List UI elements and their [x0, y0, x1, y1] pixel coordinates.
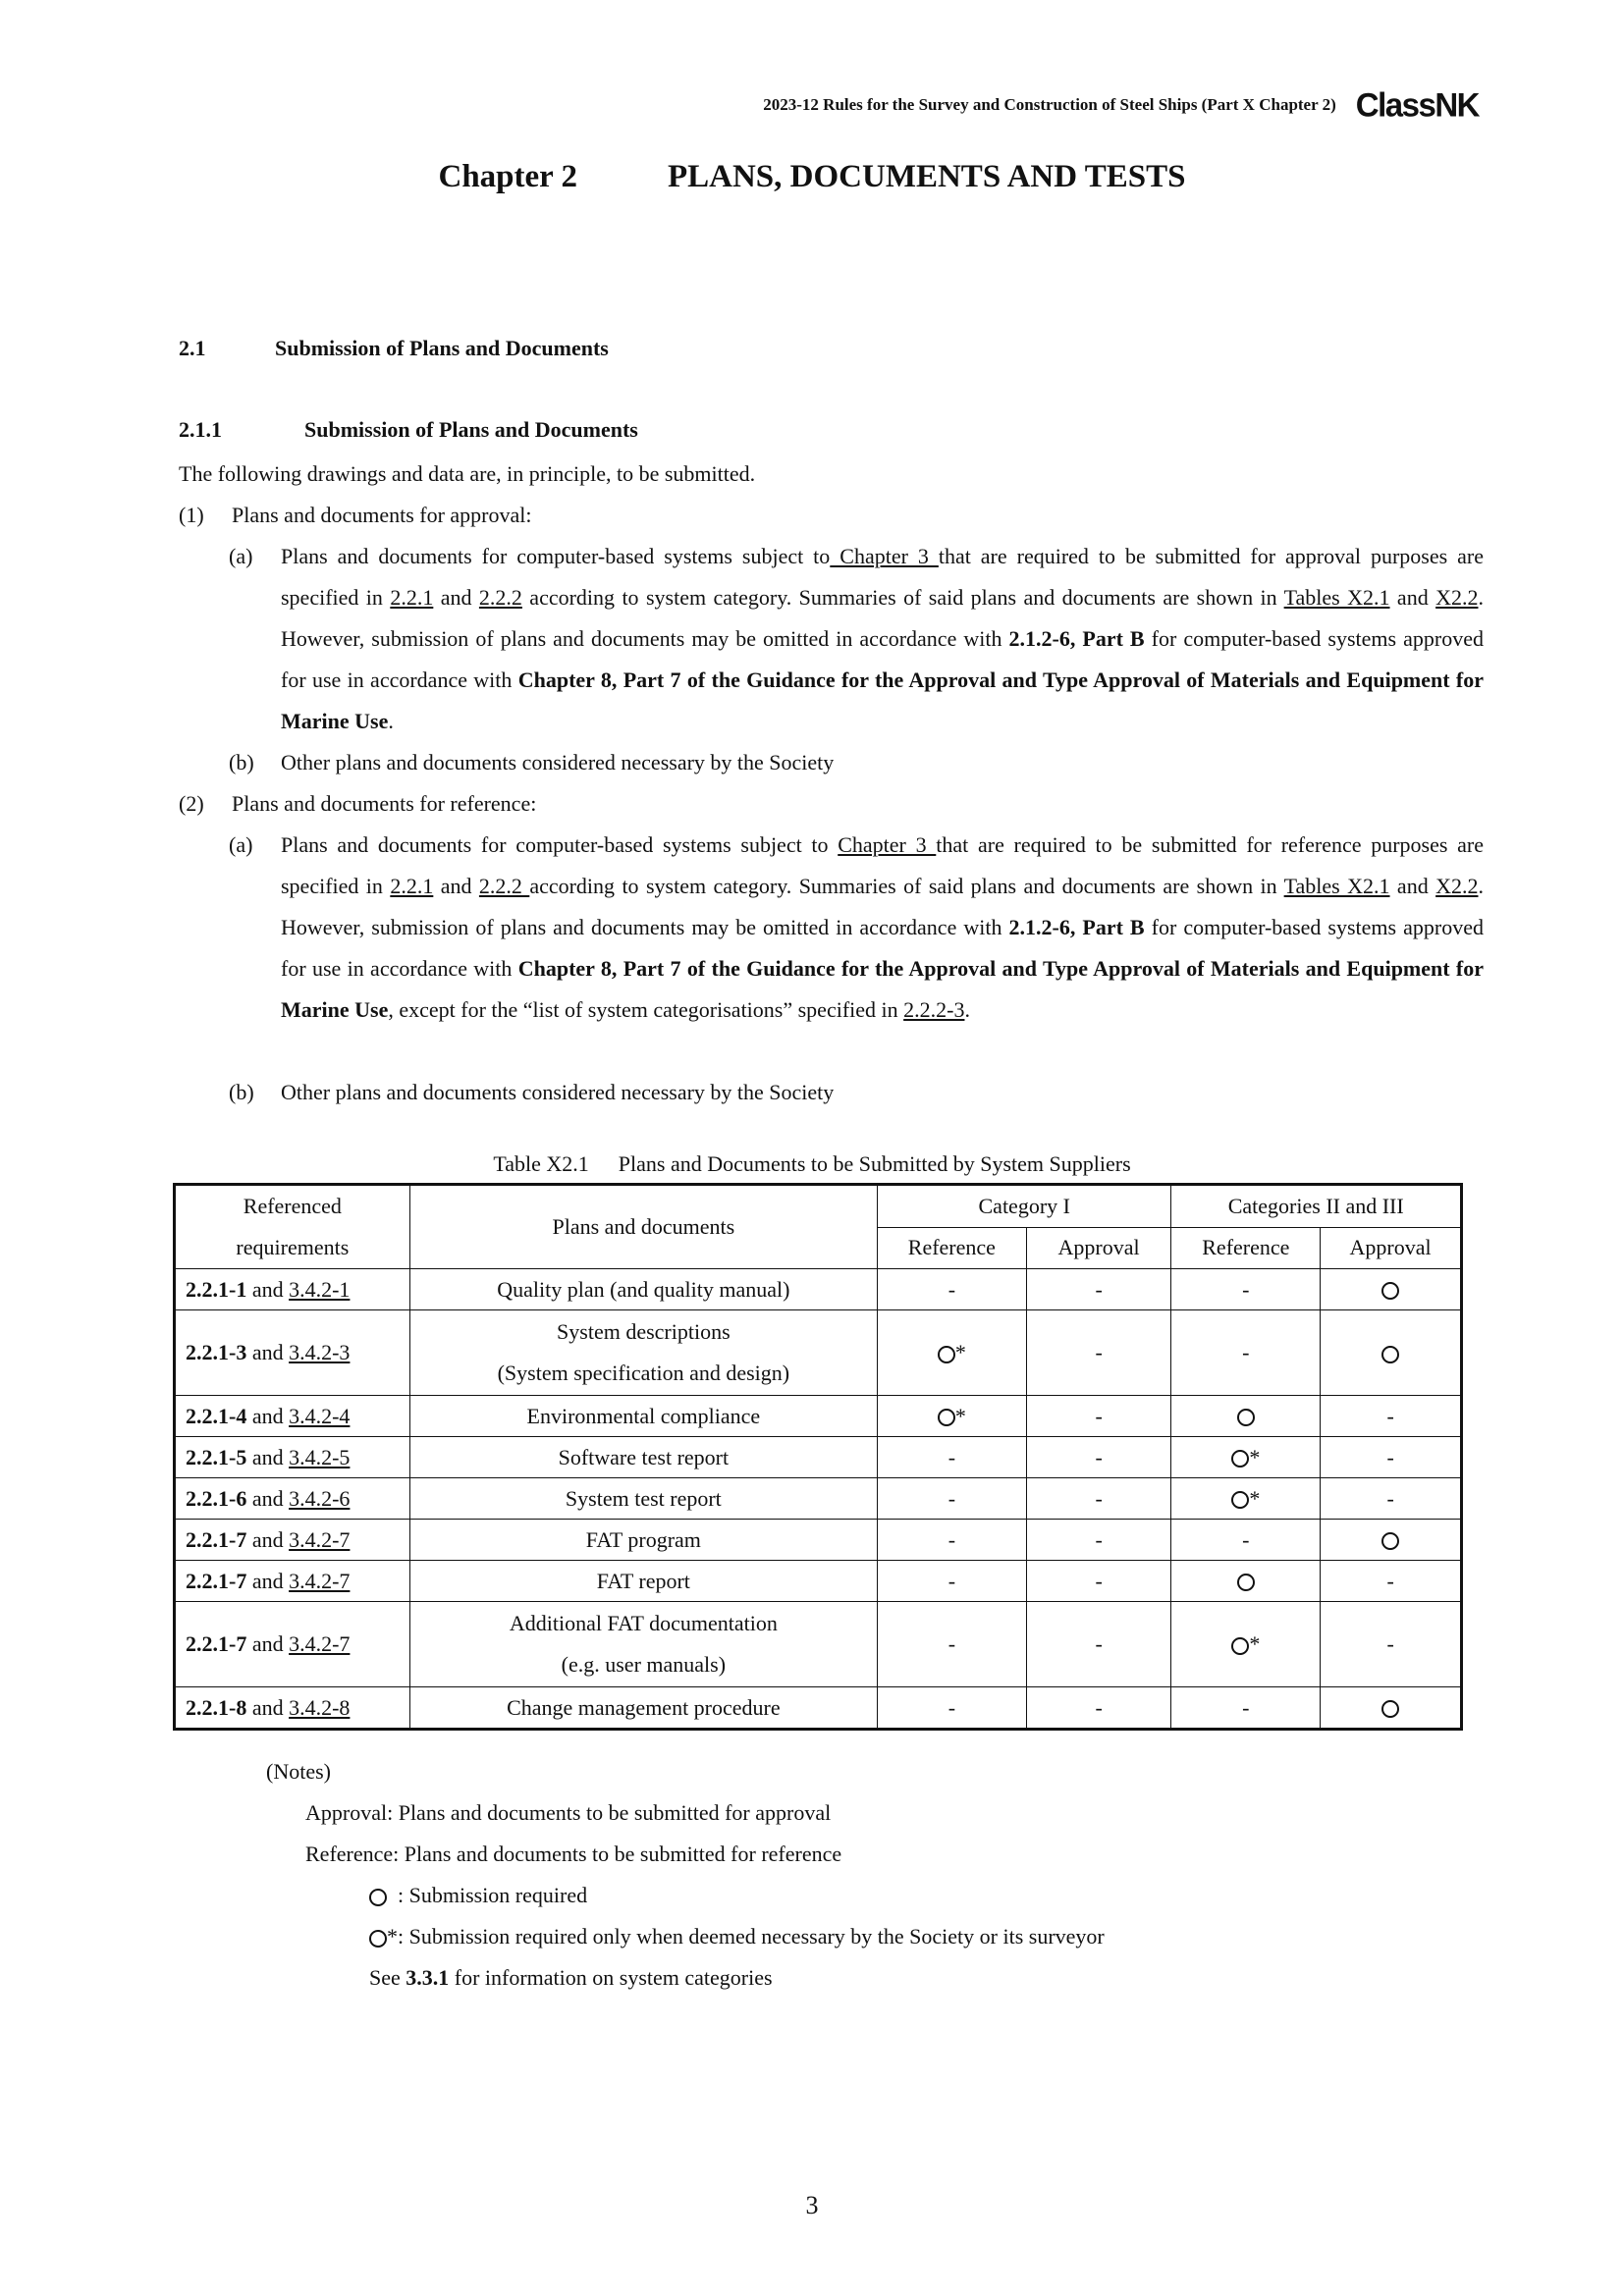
table-row: [175, 1396, 1462, 1437]
list-text: Plans and documents for approval:: [232, 503, 532, 527]
cell-plan: [409, 1687, 877, 1730]
plan-line: Environmental compliance: [526, 1403, 761, 1428]
notes-title: (Notes): [266, 1759, 331, 1784]
cell-requirement: [175, 1687, 410, 1730]
cell-requirement: [175, 1437, 410, 1478]
text-run: and: [1389, 585, 1436, 610]
table-row: [175, 1602, 1462, 1687]
cell-requirement: [175, 1561, 410, 1602]
sub-item-2b: [229, 1072, 1484, 1113]
link-2-2-2[interactable]: 2.2.2: [478, 874, 530, 898]
asterisk: *: [954, 1403, 966, 1428]
cell-c2a: -: [1321, 1478, 1462, 1520]
chapter-number: Chapter 2: [438, 159, 577, 194]
cell-c1r: -: [878, 1520, 1027, 1561]
link-x2-2[interactable]: X2.2: [1435, 585, 1479, 610]
header-approval: Approval: [1321, 1227, 1462, 1269]
req-bold: 2.2.1-7: [186, 1526, 247, 1552]
table-row: [175, 1561, 1462, 1602]
running-title: 2023-12 Rules for the Survey and Construction of Steel Ships (Part X Chapter 2): [763, 95, 1336, 114]
plan-line: Change management procedure: [507, 1694, 781, 1720]
cell-c1a: -: [1026, 1687, 1171, 1730]
table-row: [175, 1269, 1462, 1310]
text-run: , except for the “list of system categorisations” specified in: [388, 997, 904, 1022]
text-run: according to system category. Summaries of said plans and documents are shown in: [529, 874, 1284, 898]
subsection-number: 2.1.1: [179, 417, 222, 442]
req-link[interactable]: 3.4.2-4: [289, 1403, 351, 1428]
table-number: Table X2.1: [493, 1151, 589, 1176]
and-text: and: [246, 1403, 290, 1428]
header-categories-2-3: Categories II and III: [1171, 1185, 1462, 1228]
circle-icon: [369, 1889, 387, 1906]
circle-icon: [1381, 1282, 1399, 1300]
sub-body: [281, 536, 1484, 742]
and-text: and: [246, 1631, 290, 1656]
table-row: [175, 1437, 1462, 1478]
cell-c2a: [1321, 1269, 1462, 1310]
note-text: See: [369, 1965, 406, 1990]
table-caption: [0, 1151, 1624, 1177]
sub-body: Other plans and documents considered necessary by the Society: [281, 750, 835, 774]
and-text: and: [246, 1485, 290, 1511]
req-bold: 2.2.1-6: [186, 1485, 247, 1511]
list-item-1: [179, 495, 532, 536]
req-link[interactable]: 3.4.2-1: [289, 1276, 351, 1302]
circle-icon: [1231, 1450, 1249, 1468]
text-run: for computer-based systems approved for use in accordance with: [281, 915, 1484, 981]
plan-line: System descriptions: [557, 1319, 731, 1344]
cell-c2r: -: [1171, 1687, 1321, 1730]
link-tables-x2-1[interactable]: Tables X2.1: [1283, 874, 1390, 898]
plan-line: FAT program: [585, 1526, 701, 1552]
list-text: Plans and documents for reference:: [232, 791, 537, 816]
req-link[interactable]: 3.4.2-6: [289, 1485, 351, 1511]
cell-requirement: [175, 1269, 410, 1310]
plan-line: (System specification and design): [497, 1361, 790, 1385]
cell-c2a: [1321, 1687, 1462, 1730]
note-see: [369, 1965, 773, 1991]
circle-icon: [1381, 1700, 1399, 1718]
submission-table: [173, 1183, 1463, 1731]
sub-body: [281, 825, 1484, 1031]
text-run: for computer-based systems approved for use in accordance with: [281, 626, 1484, 692]
plan-line: Additional FAT documentation: [509, 1611, 778, 1635]
sub-label: (a): [229, 832, 253, 857]
link-2-2-1[interactable]: 2.2.1: [390, 874, 434, 898]
and-text: and: [246, 1340, 290, 1364]
cell-requirement: [175, 1396, 410, 1437]
intro-paragraph: The following drawings and data are, in principle, to be submitted.: [179, 461, 756, 486]
cell-c2r: -: [1171, 1269, 1321, 1310]
text-run: and: [433, 874, 479, 898]
cell-c2a: -: [1321, 1561, 1462, 1602]
circle-icon: [1237, 1409, 1255, 1426]
cell-requirement: [175, 1478, 410, 1520]
note-text: *: Submission required only when deemed necessary by the Society or its surveyor: [387, 1924, 1105, 1949]
cell-c2r: [1171, 1396, 1321, 1437]
cell-c2a: [1321, 1520, 1462, 1561]
cell-requirement: [175, 1310, 410, 1396]
asterisk: *: [1249, 1485, 1261, 1511]
table-title: Plans and Documents to be Submitted by System Suppliers: [618, 1151, 1131, 1176]
page-header: [763, 86, 1479, 124]
req-link[interactable]: 3.4.2-5: [289, 1444, 351, 1469]
text-run: that are required to be submitted for approval purposes are specified in: [281, 544, 1484, 610]
note-text: : Submission required: [398, 1883, 588, 1907]
text-run: and: [433, 585, 479, 610]
circle-icon: [1231, 1637, 1249, 1655]
link-2-2-2[interactable]: 2.2.2: [478, 585, 522, 610]
req-bold: 2.2.1-4: [186, 1403, 247, 1428]
and-text: and: [246, 1526, 290, 1552]
and-text: and: [246, 1568, 290, 1593]
cell-c1a: -: [1026, 1396, 1171, 1437]
circle-icon: [938, 1346, 955, 1363]
cell-plan: [409, 1310, 877, 1396]
plan-line: (e.g. user manuals): [561, 1652, 727, 1677]
sub-body: Other plans and documents considered necessary by the Society: [281, 1080, 835, 1104]
cell-c1r: -: [878, 1478, 1027, 1520]
section-heading: [179, 336, 609, 361]
cell-c2a: -: [1321, 1602, 1462, 1687]
text-run: .: [388, 709, 394, 733]
sub-label: (b): [229, 1080, 254, 1104]
cell-plan: [409, 1269, 877, 1310]
cell-c1r: -: [878, 1269, 1027, 1310]
subsection-title: Submission of Plans and Documents: [304, 417, 638, 442]
header-referenced-requirements: [175, 1185, 410, 1269]
asterisk: *: [954, 1340, 966, 1364]
circle-icon: [1381, 1346, 1399, 1363]
table-row: [175, 1478, 1462, 1520]
req-bold: 2.2.1-7: [186, 1568, 247, 1593]
cell-requirement: [175, 1602, 410, 1687]
bold-reference: 2.1.2-6, Part B: [1008, 626, 1145, 651]
cell-plan: [409, 1561, 877, 1602]
cell-c2r: [1171, 1478, 1321, 1520]
plan-line: Software test report: [558, 1444, 730, 1469]
cell-c1r: [878, 1396, 1027, 1437]
table-row: [175, 1310, 1462, 1396]
text-run: . However, submission of plans and documents may be omitted in accordance with: [281, 585, 1484, 651]
list-label: (2): [179, 791, 204, 816]
text-run: and: [1389, 874, 1436, 898]
req-link[interactable]: 3.4.2-8: [289, 1694, 351, 1720]
plan-line: Quality plan (and quality manual): [497, 1276, 790, 1302]
bold-guidance: Chapter 8, Part 7 of the Guidance for the Approval and Type Approval of Materials and Equipment for Marine Use: [281, 956, 1484, 1022]
text-run: that are required to be submitted for reference purposes are specified in: [281, 832, 1484, 898]
cell-plan: [409, 1437, 877, 1478]
cell-c2a: -: [1321, 1437, 1462, 1478]
cell-plan: [409, 1396, 877, 1437]
link-chapter-3[interactable]: Chapter 3: [830, 544, 939, 568]
cell-plan: [409, 1602, 877, 1687]
cell-plan: [409, 1520, 877, 1561]
circle-icon: [938, 1409, 955, 1426]
cell-c1r: -: [878, 1602, 1027, 1687]
header-category-1: Category I: [878, 1185, 1171, 1228]
cell-c1a: -: [1026, 1561, 1171, 1602]
chapter-name: PLANS, DOCUMENTS AND TESTS: [667, 159, 1186, 194]
page-number: 3: [805, 2191, 819, 2219]
text-run: Plans and documents for computer-based systems subject to: [281, 544, 831, 568]
sub-item-1b: [229, 742, 1484, 783]
circle-icon: [1237, 1574, 1255, 1591]
asterisk: *: [1249, 1444, 1261, 1469]
link-chapter-3[interactable]: Chapter 3: [838, 832, 937, 857]
sub-label: (b): [229, 750, 254, 774]
and-text: and: [246, 1444, 290, 1469]
header-reference: Reference: [878, 1227, 1027, 1269]
cell-c1a: -: [1026, 1520, 1171, 1561]
and-text: and: [246, 1694, 290, 1720]
cell-c1a: -: [1026, 1310, 1171, 1396]
text-run: according to system category. Summaries of said plans and documents are shown in: [521, 585, 1284, 610]
cell-c1r: [878, 1310, 1027, 1396]
cell-c1a: -: [1026, 1437, 1171, 1478]
sub-label: (a): [229, 544, 253, 568]
cell-c1r: -: [878, 1561, 1027, 1602]
cell-plan: [409, 1478, 877, 1520]
header-plans-documents: Plans and documents: [409, 1185, 877, 1269]
cell-c2r: -: [1171, 1520, 1321, 1561]
header-text: Referenced: [243, 1194, 342, 1218]
cell-c2r: [1171, 1602, 1321, 1687]
cell-c1a: -: [1026, 1602, 1171, 1687]
cell-c2r: -: [1171, 1310, 1321, 1396]
table-row: [175, 1687, 1462, 1730]
req-link[interactable]: 3.4.2-7: [289, 1568, 351, 1593]
req-link[interactable]: 3.4.2-7: [289, 1526, 351, 1552]
cell-c2a: [1321, 1310, 1462, 1396]
link-tables-x2-1[interactable]: Tables X2.1: [1283, 585, 1390, 610]
circle-icon: [369, 1930, 387, 1948]
link-2-2-2-3[interactable]: 2.2.2-3: [903, 997, 965, 1022]
req-bold: 2.2.1-3: [186, 1340, 247, 1364]
bold-guidance: Chapter 8, Part 7 of the Guidance for the Approval and Type Approval of Materials and Equipment for Marine Use: [281, 667, 1484, 733]
ref-3-3-1: 3.3.1: [406, 1965, 450, 1990]
note-circle-star: [369, 1924, 1105, 1949]
cell-c2r: [1171, 1561, 1321, 1602]
note-text: for information on system categories: [449, 1965, 773, 1990]
text-run: .: [964, 997, 970, 1022]
header-reference: Reference: [1171, 1227, 1321, 1269]
text-run: . However, submission of plans and documents may be omitted in accordance with: [281, 874, 1484, 939]
link-2-2-1[interactable]: 2.2.1: [390, 585, 434, 610]
table-row: [175, 1520, 1462, 1561]
cell-c1a: -: [1026, 1269, 1171, 1310]
req-bold: 2.2.1-1: [186, 1276, 247, 1302]
section-number: 2.1: [179, 336, 206, 360]
req-bold: 2.2.1-7: [186, 1631, 247, 1656]
plan-line: FAT report: [596, 1568, 690, 1593]
circle-icon: [1381, 1532, 1399, 1550]
note-circle: [369, 1883, 587, 1908]
section-title: Submission of Plans and Documents: [275, 336, 609, 360]
plan-line: System test report: [565, 1485, 722, 1511]
subsection-heading: [179, 417, 638, 443]
req-bold: 2.2.1-8: [186, 1694, 247, 1720]
sub-item-2a: [229, 825, 1484, 1031]
sub-item-1a: [229, 536, 1484, 742]
note-approval: Approval: Plans and documents to be submitted for approval: [305, 1800, 832, 1825]
req-link[interactable]: 3.4.2-7: [289, 1631, 351, 1656]
header-approval: Approval: [1026, 1227, 1171, 1269]
list-item-2: [179, 783, 536, 825]
cell-c2a: -: [1321, 1396, 1462, 1437]
cell-requirement: [175, 1520, 410, 1561]
asterisk: *: [1249, 1631, 1261, 1656]
table-header-row: [175, 1185, 1462, 1228]
req-link[interactable]: 3.4.2-3: [289, 1340, 351, 1364]
list-label: (1): [179, 503, 204, 527]
cell-c2r: [1171, 1437, 1321, 1478]
circle-icon: [1231, 1491, 1249, 1509]
link-x2-2[interactable]: X2.2: [1435, 874, 1479, 898]
note-reference: Reference: Plans and documents to be submitted for reference: [305, 1842, 842, 1866]
header-text: requirements: [236, 1235, 350, 1259]
classnk-logo: ClassNK: [1355, 85, 1479, 124]
bold-reference: 2.1.2-6, Part B: [1008, 915, 1145, 939]
and-text: and: [246, 1276, 290, 1302]
cell-c1a: -: [1026, 1478, 1171, 1520]
text-run: Plans and documents for computer-based systems subject to: [281, 832, 839, 857]
req-bold: 2.2.1-5: [186, 1444, 247, 1469]
cell-c1r: -: [878, 1687, 1027, 1730]
cell-c1r: -: [878, 1437, 1027, 1478]
chapter-title: [0, 159, 1624, 195]
